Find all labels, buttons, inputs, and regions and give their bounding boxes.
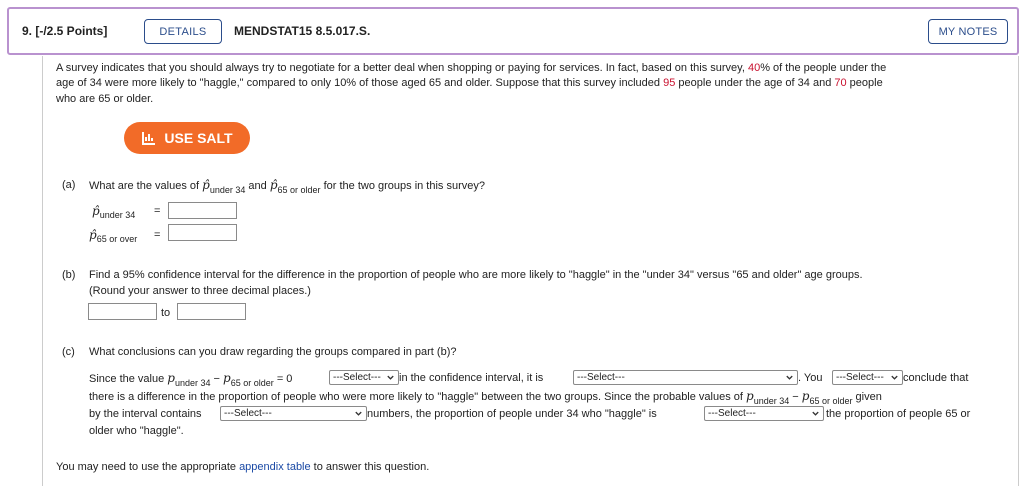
p-hat-over65-input[interactable] <box>168 224 237 241</box>
chevron-down-icon <box>890 373 899 382</box>
ci-lower-input[interactable] <box>88 303 157 320</box>
intro-line-1: A survey indicates that you should always try to negotiate for a better deal when shopping or paying for services. In fact, based on this survey, 40% of the people under the <box>56 62 887 74</box>
to-label: to <box>161 307 171 319</box>
part-b-letter: (b) <box>62 269 76 281</box>
part-c-line-1-mid: in the confidence interval, it is <box>399 372 544 384</box>
can-cannot-select[interactable]: ---Select--- <box>832 370 903 385</box>
part-c-line-1-you: . You <box>798 372 823 384</box>
appendix-note: You may need to use the appropriate appendix table to answer this question. <box>56 461 430 473</box>
part-c-question: What conclusions can you draw regarding the groups compared in part (b)? <box>89 346 457 358</box>
details-button[interactable]: DETAILS <box>144 19 222 44</box>
part-c-line-1-start: Since the value $p_{under 34} - p_{65 or older} = 0$ <box>89 371 293 388</box>
part-c-line-3-end: the proportion of people 65 or <box>826 408 971 420</box>
salt-chart-icon <box>141 130 157 146</box>
my-notes-button[interactable]: MY NOTES <box>928 19 1008 44</box>
appendix-table-link[interactable]: appendix table <box>239 461 311 473</box>
part-c-letter: (c) <box>62 346 75 358</box>
p-hat-over65-label: $p̂_{65 or over}$ <box>89 228 138 244</box>
question-header <box>7 7 1019 55</box>
chevron-down-icon <box>386 373 395 382</box>
contains-zero-select[interactable]: ---Select--- <box>329 370 399 385</box>
equals-sign: = <box>154 205 161 217</box>
question-points: 9. [-/2.5 Points] <box>22 24 108 38</box>
part-a-question: What are the values of $p̂_{under 34}$ and $p̂_{65 or older}$ for the two groups in this survey? <box>89 178 485 195</box>
p-hat-under34-input[interactable] <box>168 202 237 219</box>
sign-select[interactable]: ---Select--- <box>220 406 367 421</box>
over65-count: 70 <box>834 77 847 89</box>
likelihood-select[interactable]: ---Select--- <box>573 370 798 385</box>
chevron-down-icon <box>811 409 820 418</box>
percent-value: 40 <box>747 62 761 74</box>
comparison-select[interactable]: ---Select--- <box>704 406 824 421</box>
question-code: MENDSTAT15 8.5.017.S. <box>234 24 371 38</box>
part-c-line-3-start: by the interval contains <box>89 408 202 420</box>
part-a-letter: (a) <box>62 179 76 191</box>
part-b-question: Find a 95% confidence interval for the difference in the proportion of people who are more likely to "haggle" in the "under 34" versus "65 and older" age groups. <box>89 269 863 281</box>
part-c-line-3-mid: numbers, the proportion of people under 34 who "haggle" is <box>367 408 657 420</box>
use-salt-button[interactable] <box>124 122 250 154</box>
chevron-down-icon <box>785 373 794 382</box>
ci-upper-input[interactable] <box>177 303 246 320</box>
under34-count: 95 <box>663 77 676 89</box>
chevron-down-icon <box>354 409 363 418</box>
part-b-rounding-note: (Round your answer to three decimal places.) <box>89 285 311 297</box>
part-c-line-2: there is a difference in the proportion of people who were more likely to "haggle" between the two groups. Since the probable values of $p_{under 34} - p_{65 or older}$ given <box>89 389 882 406</box>
part-c-line-1-end: conclude that <box>903 372 969 384</box>
part-c-line-4: older who "haggle". <box>89 425 184 437</box>
intro-line-2: age of 34 were more likely to "haggle," compared to only 10% of those aged 65 and older. Suppose that this survey included 95 people under the age of 34 and 70 people <box>56 77 883 89</box>
intro-line-3: who are 65 or older. <box>56 93 154 105</box>
p-hat-under34-label: $p̂_{under 34}$ <box>92 204 136 220</box>
use-salt-label: USE SALT <box>164 130 233 146</box>
equals-sign: = <box>154 229 161 241</box>
